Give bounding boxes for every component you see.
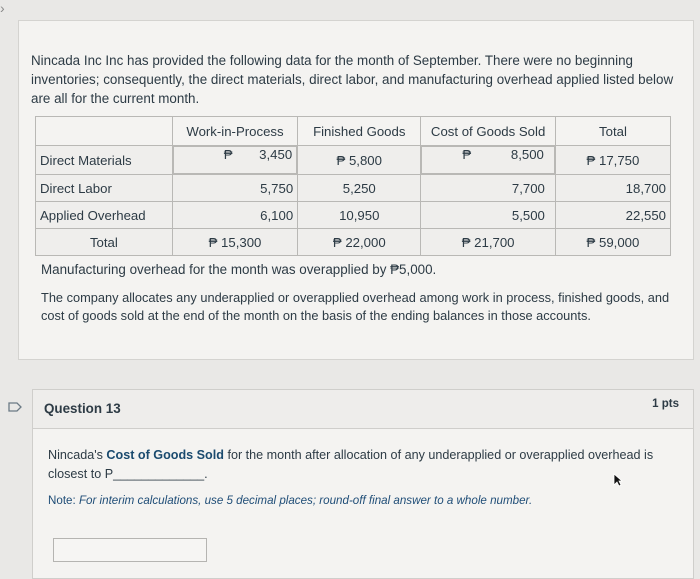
allocation-note: The company allocates any underapplied or overapplied overhead among work in process, finished goods, and cost of goods sold at the end of the month on the basis of the ending balances in those accounts.	[41, 290, 670, 323]
cell-value: 17,750	[599, 152, 640, 168]
cell-cogs	[421, 229, 556, 256]
header-blank	[36, 117, 173, 146]
question-text-part: for the month after allocation of any underapplied or overapplied overhead is closest to P_____________.	[48, 448, 654, 481]
question-points: 1 pts	[652, 398, 679, 410]
cell-value: 22,000	[345, 234, 386, 250]
overapplied-note: Manufacturing overhead for the month was overapplied by ₱5,000.	[41, 262, 437, 277]
mouse-cursor-icon	[613, 473, 623, 487]
cell-wip	[173, 146, 297, 174]
cell-total: 18,700	[555, 175, 670, 202]
cell-total	[555, 146, 670, 175]
header-cogs: Cost of Goods Sold	[421, 117, 556, 146]
cell-value: 3,450	[259, 147, 293, 162]
cell-value: 8,500	[510, 147, 544, 162]
currency-symbol: ₱	[332, 234, 342, 250]
header-wip: Work-in-Process	[172, 117, 297, 146]
note-text: For interim calculations, use 5 decimal places; round-off final answer to a whole number.	[78, 494, 533, 507]
table-row	[36, 175, 671, 202]
currency-symbol: ₱	[223, 147, 233, 162]
cell-fg	[298, 146, 421, 175]
question-card	[32, 389, 694, 579]
row-label: Applied Overhead	[36, 202, 173, 229]
currency-symbol: ₱	[586, 234, 596, 250]
cell-fg: 5,250	[298, 175, 421, 202]
answer-input[interactable]	[53, 538, 207, 562]
cell-total	[555, 229, 670, 256]
currency-symbol: ₱	[461, 234, 471, 250]
cell-fg	[298, 229, 421, 256]
cell-cogs	[421, 146, 555, 174]
cost-table	[35, 116, 671, 256]
currency-symbol: ₱	[336, 152, 346, 168]
cell-value: 21,700	[474, 234, 515, 250]
table-row	[36, 202, 671, 229]
intro-text: Nincada Inc Inc has provided the following data for the month of September. There were no beginning inventories; consequently, the direct materials, direct labor, and manufacturing overhead applied listed below are all for the current month.	[31, 53, 674, 106]
row-label: Direct Materials	[36, 146, 173, 175]
question-title: Question 13	[44, 401, 121, 416]
row-label: Total	[36, 229, 173, 256]
table-row	[36, 146, 671, 175]
flag-question-icon[interactable]	[8, 402, 22, 412]
question-header	[33, 390, 693, 429]
currency-symbol: ₱	[462, 147, 472, 162]
cell-wip: 6,100	[172, 202, 297, 229]
cell-value: 5,800	[348, 152, 382, 168]
question-text-part: Nincada's	[48, 448, 107, 462]
currency-symbol: ₱	[208, 234, 218, 250]
header-fg: Finished Goods	[298, 117, 421, 146]
note-label: Note:	[48, 494, 79, 507]
table-row	[36, 229, 671, 256]
cell-wip	[172, 229, 297, 256]
problem-card	[18, 20, 694, 360]
row-label: Direct Labor	[36, 175, 173, 202]
question-note	[48, 494, 532, 507]
cell-wip: 5,750	[172, 175, 297, 202]
cell-value: 15,300	[221, 234, 262, 250]
chevron-right-icon: ›	[0, 0, 5, 16]
cell-total: 22,550	[555, 202, 670, 229]
cell-cogs: 5,500	[421, 202, 556, 229]
cell-fg: 10,950	[298, 202, 421, 229]
question-text	[48, 446, 658, 484]
table-header-row	[36, 117, 671, 146]
cell-cogs: 7,700	[421, 175, 556, 202]
header-total: Total	[555, 117, 670, 146]
cell-value: 59,000	[599, 234, 640, 250]
question-text-bold: Cost of Goods Sold	[106, 448, 224, 462]
currency-symbol: ₱	[586, 152, 596, 168]
